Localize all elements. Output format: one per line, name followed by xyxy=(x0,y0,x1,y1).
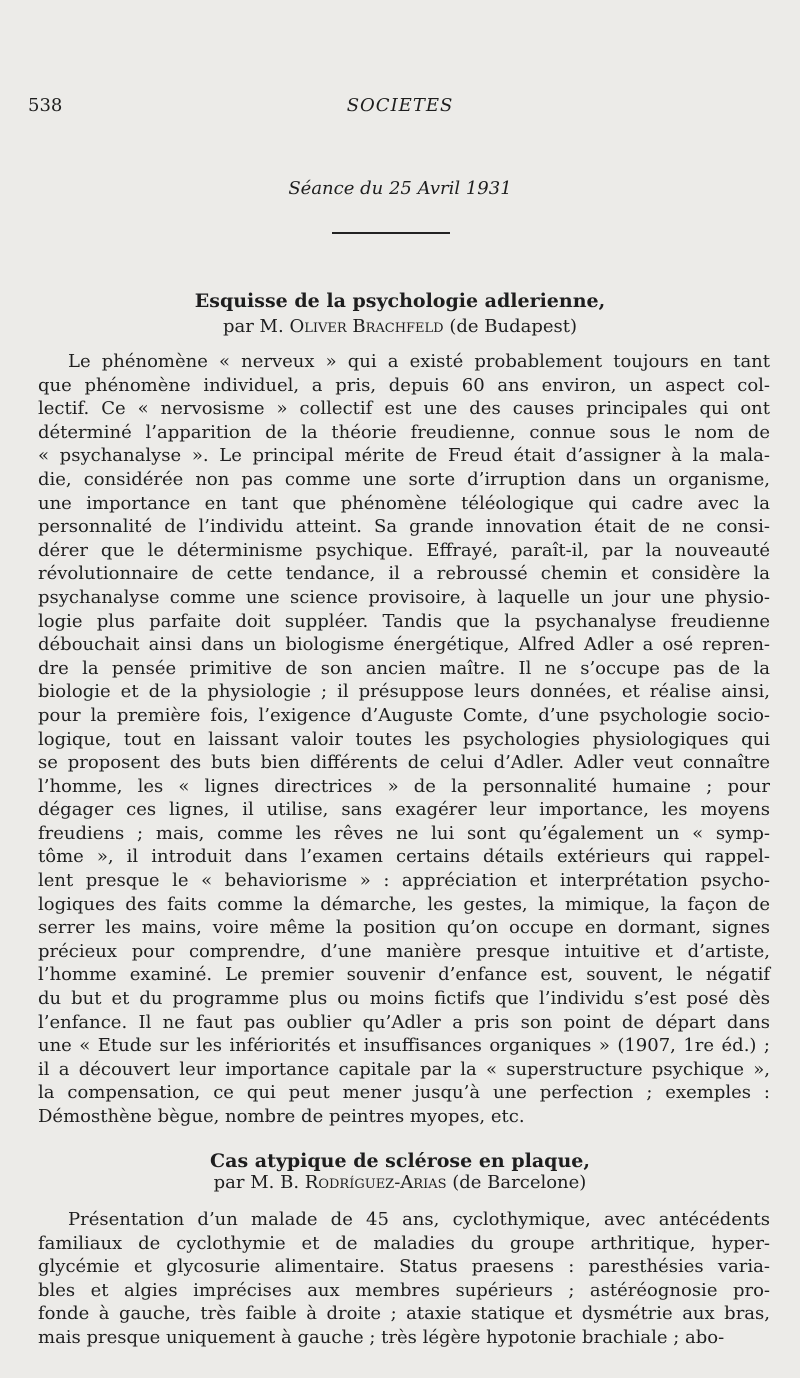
text-line: biologie et de la physiologie ; il présuppose leurs données, et réalise ainsi, xyxy=(38,681,770,703)
text-line: bles et algies imprécises aux membres supérieurs ; astéréognosie pro- xyxy=(38,1279,770,1301)
text-line: l’homme, les « lignes directrices » de la personnalité humaine ; pour xyxy=(38,775,770,797)
article1-title: Esquisse de la psychologie adlerienne, xyxy=(194,290,606,312)
text-line: débouchait ainsi dans un biologisme énergétique, Alfred Adler a osé repren- xyxy=(38,634,770,656)
text-line: dre la pensée primitive de son ancien maître. Il ne s’occupe pas de la xyxy=(38,657,770,679)
article1-byline-par: par M. xyxy=(222,316,284,337)
text-line: précieux pour comprendre, d’une manière presque intuitive et d’artiste, xyxy=(38,940,770,962)
text-line: personnalité de l’individu atteint. Sa grande innovation était de ne consi- xyxy=(38,516,770,538)
text-line: dégager ces lignes, il utilise, sans exagérer leur importance, les moyens xyxy=(38,799,770,821)
text-line: une « Etude sur les infériorités et insuffisances organiques » (1907, 1re éd.) ; xyxy=(38,1035,770,1057)
text-line: logiques des faits comme la démarche, les gestes, la mimique, la façon de xyxy=(38,893,770,915)
text-line: Le phénomène « nerveux » qui a existé probablement toujours en tant xyxy=(68,351,770,372)
text-line: Démosthène bègue, nombre de peintres myopes, etc. xyxy=(38,1106,525,1127)
text-line: dérer que le déterminisme psychique. Effrayé, paraît-il, par la nouveauté xyxy=(38,539,770,561)
text-line: que phénomène individuel, a pris, depuis 60 ans environ, un aspect col- xyxy=(38,374,770,396)
article1-affiliation: (de Budapest) xyxy=(449,316,578,337)
text-line: du but et du programme plus ou moins fictifs que l’individu s’est posé dès xyxy=(38,988,770,1010)
article2-title: Cas atypique de sclérose en plaque, xyxy=(210,1150,590,1172)
article1-author: Oliver Brachfeld xyxy=(289,316,444,337)
text-line: lectif. Ce « nervosisme » collectif est une des causes principales qui ont xyxy=(38,398,770,420)
text-line: révolutionnaire de cette tendance, il a rebroussé chemin et considère la xyxy=(38,563,770,585)
text-line: mais presque uniquement à gauche ; très légère hypotonie brachiale ; abo- xyxy=(38,1326,725,1348)
text-line: freudiens ; mais, comme les rêves ne lui sont qu’également un « symp- xyxy=(38,822,770,844)
text-line: « psychanalyse ». Le principal mérite de Freud était d’assigner à la mala- xyxy=(38,445,770,467)
text-line: tôme », il introduit dans l’examen certains détails extérieurs qui rappel- xyxy=(38,846,770,868)
text-line: il a découvert leur importance capitale par la « superstructure psychique », xyxy=(38,1058,770,1080)
article2-affiliation: (de Barcelone) xyxy=(452,1172,587,1193)
session-date-heading: Séance du 25 Avril 1931 xyxy=(288,178,512,199)
text-line: logie plus parfaite doit suppléer. Tandis que la psychanalyse freudienne xyxy=(38,610,770,632)
text-line: die, considérée non pas comme une sorte d’irruption dans un organisme, xyxy=(38,468,770,490)
text-line: pour la première fois, l’exigence d’Auguste Comte, d’une psychologie socio- xyxy=(38,704,770,726)
text-line: l’homme examiné. Le premier souvenir d’enfance est, souvent, le négatif xyxy=(38,964,770,986)
article1-body xyxy=(38,350,770,1129)
text-line: se proposent des buts bien différents de celui d’Adler. Adler veut connaître xyxy=(38,752,770,774)
text-line: glycémie et glycosurie alimentaire. Status praesens : paresthésies varia- xyxy=(38,1256,770,1278)
article2-author: Rodríguez-Arias xyxy=(304,1172,447,1193)
article2-body xyxy=(38,1208,770,1350)
text-line: l’enfance. Il ne faut pas oublier qu’Adler a pris son point de départ dans xyxy=(38,1011,770,1033)
text-line: serrer les mains, voire même la position qu’on occupe en dormant, signes xyxy=(38,917,770,939)
text-line: psychanalyse comme une science provisoire, à laquelle un jour une physio- xyxy=(38,586,770,608)
article1-byline xyxy=(0,316,800,337)
text-line: lent presque le « behaviorisme » : appréciation et interprétation psycho- xyxy=(38,870,770,892)
text-line: familiaux de cyclothymie et de maladies du groupe arthritique, hyper- xyxy=(38,1232,770,1254)
page-number: 538 xyxy=(28,95,63,116)
section-divider xyxy=(332,232,450,234)
text-line: la compensation, ce qui peut mener jusqu’à une perfection ; exemples : xyxy=(38,1082,770,1104)
text-line: fonde à gauche, très faible à droite ; ataxie statique et dysmétrie aux bras, xyxy=(38,1303,770,1325)
running-head: SOCIETES xyxy=(346,95,454,116)
text-line: Présentation d’un malade de 45 ans, cyclothymique, avec antécédents xyxy=(68,1209,770,1230)
text-line: une importance en tant que phénomène téléologique qui cadre avec la xyxy=(38,492,770,514)
article2-byline xyxy=(0,1172,800,1193)
text-line: déterminé l’apparition de la théorie freudienne, connue sous le nom de xyxy=(38,421,770,443)
article2-byline-par: par M. B. xyxy=(213,1172,300,1193)
text-line: logique, tout en laissant valoir toutes les psychologies physiologiques qui xyxy=(38,728,770,750)
